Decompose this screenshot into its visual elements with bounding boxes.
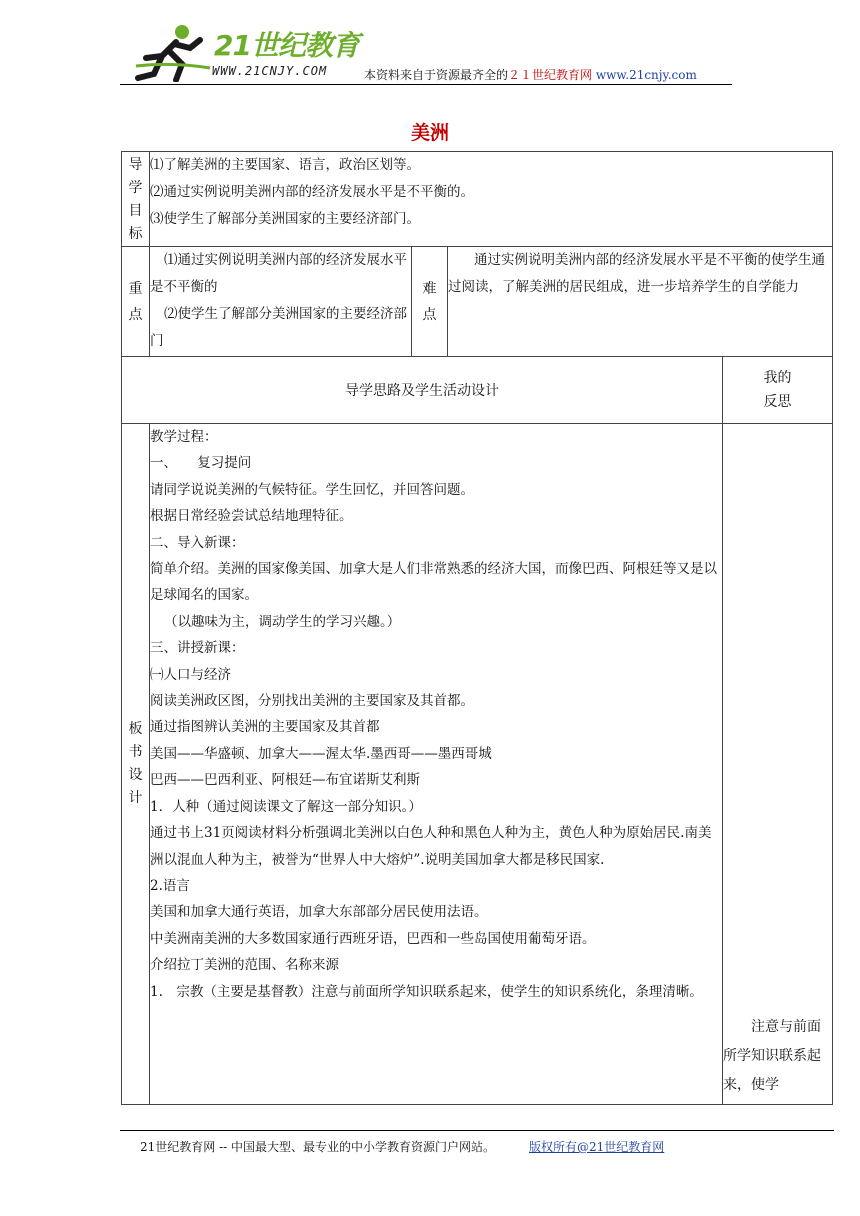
lesson-line: 美国和加拿大通行英语，加拿大东部部分居民使用法语。 (150, 904, 488, 921)
footer-text: 21世纪教育网 -- 中国最大型、最专业的中小学教育资源门户网站。 (140, 1140, 496, 1154)
lesson-line: 1．人种（通过阅读课文了解这一部分知识。） (150, 798, 422, 815)
logo-wordmark: 21世纪教育 (214, 29, 359, 62)
lesson-line: 介绍拉丁美洲的范围、名称来源 (150, 957, 339, 974)
logo-url: WWW.21CNJY.COM (212, 64, 328, 78)
header-divider (120, 84, 732, 85)
reflection-cell (723, 424, 833, 1105)
lesson-line: 阅读美洲政区图，分别找出美洲的主要国家及其首都。 (150, 693, 474, 710)
design-header: 导学思路及学生活动设计 (122, 357, 723, 424)
lesson-line: 中美洲南美洲的大多数国家通行西班牙语，巴西和一些岛国使用葡萄牙语。 (150, 930, 596, 947)
lesson-line: 美国——华盛顿、加拿大——渥太华.墨西哥——墨西哥城 (150, 745, 492, 762)
lesson-line: 教学过程： (150, 429, 218, 445)
page-title: 美洲 (410, 122, 449, 144)
lesson-line: 简单介绍。美洲的国家像美国、加拿大是人们非常熟悉的经济大国，而像巴西、阿根廷等又是以足球闻名的国家。 (150, 561, 717, 604)
difficulty-text: 通过实例说明美洲内部的经济发展水平是不平衡的使学生通过阅读，了解美洲的居民组成，进一步培养学生的自学能力 (448, 252, 825, 295)
page-footer (140, 1138, 664, 1155)
focus-cell (150, 247, 412, 357)
focus-item: ⑴通过实例说明美洲内部的经济发展水平是不平衡的 (150, 252, 407, 295)
lesson-plan-table (121, 151, 833, 1105)
header-note (364, 66, 697, 83)
goal-item: ⑴了解美洲的主要国家、语言，政治区划等。 (150, 157, 420, 173)
goals-label (122, 152, 150, 247)
lesson-line: 巴西——巴西利亚、阿根廷—布宜诺斯艾利斯 (150, 772, 420, 789)
header-note-prefix: 本资料来自于资源最齐全的 (364, 68, 509, 82)
header-brand-link[interactable]: ２１世纪教育网 (508, 68, 593, 82)
lesson-line: 请同学说说美洲的气候特征。学生回忆，并回答问题。 (150, 481, 474, 498)
reflection-header-text: 我的反思 (763, 370, 792, 410)
reflection-note: 注意与前面所学知识联系起来，使学 (723, 1019, 821, 1093)
lesson-line: 二、导入新课： (150, 534, 245, 551)
page-header (120, 22, 730, 86)
difficulty-cell (448, 247, 833, 357)
focus-label-text: 重点 (128, 280, 143, 323)
focus-label (122, 247, 150, 357)
lesson-process-cell (150, 424, 723, 1105)
lesson-line: 通过指图辨认美洲的主要国家及其首都 (150, 719, 380, 736)
lesson-line: 一、 复习提问 (150, 455, 252, 472)
lesson-line: 三、讲授新课： (150, 640, 245, 657)
board-label (122, 424, 150, 1105)
goal-item: ⑶使学生了解部分美洲国家的主要经济部门。 (150, 211, 420, 227)
difficulty-label-text: 难点 (422, 280, 437, 323)
copyright-link[interactable]: 版权所有@21世纪教育网 (529, 1140, 665, 1154)
lesson-line: 1. 宗教（主要是基督教）注意与前面所学知识联系起来，使学生的知识系统化，条理清晰。 (150, 983, 703, 1000)
lesson-line: （以趣味为主，调动学生的学习兴趣。） (164, 613, 401, 630)
footer-divider (120, 1130, 834, 1131)
lesson-line: 通过书上31页阅读材料分析强调北美洲以白色人种和黑色人种为主，黄色人种为原始居民.南美洲以混血人种为主，被誉为“世界人中大熔炉”.说明美国加拿大都是移民国家. (150, 825, 712, 868)
board-label-text: 板书设计 (128, 721, 143, 806)
goals-cell (150, 152, 833, 247)
lesson-line: ㈠人口与经济 (150, 666, 231, 683)
lesson-line: 2.语言 (150, 877, 190, 894)
reflection-header (723, 357, 833, 424)
lesson-line: 根据日常经验尝试总结地理特征。 (150, 508, 353, 525)
focus-item: ⑵使学生了解部分美洲国家的主要经济部门 (150, 306, 407, 349)
goals-label-text: 导学目标 (128, 157, 143, 242)
runner-icon (132, 22, 212, 82)
header-url-link[interactable]: www.21cnjy.com (595, 68, 697, 82)
goal-item: ⑵通过实例说明美洲内部的经济发展水平是不平衡的。 (150, 184, 474, 200)
difficulty-label (412, 247, 448, 357)
site-logo[interactable] (132, 22, 362, 82)
